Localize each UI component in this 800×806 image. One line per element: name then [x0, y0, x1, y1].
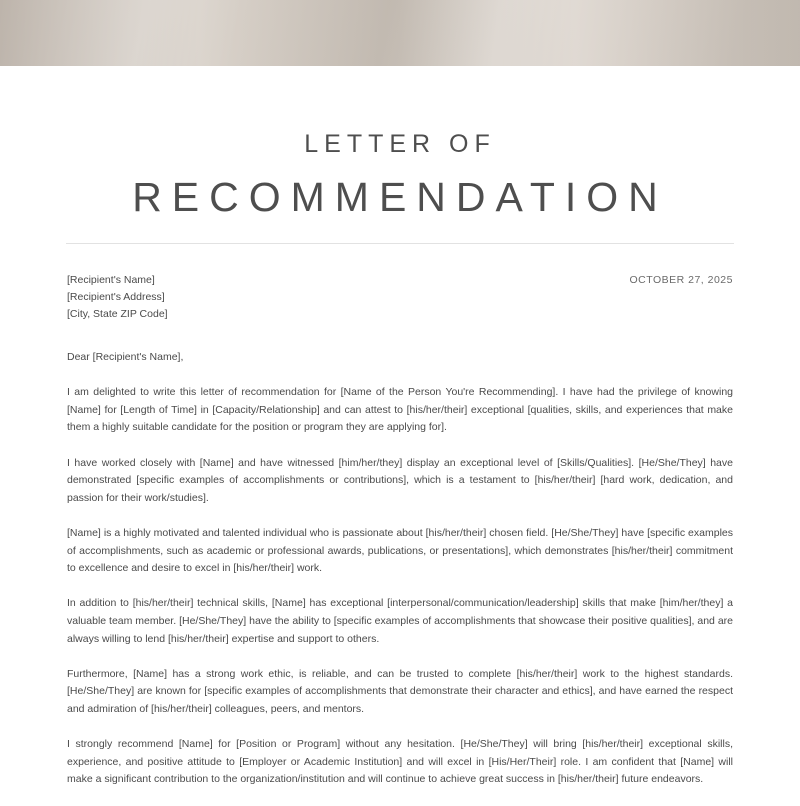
title-line-2: RECOMMENDATION	[132, 174, 668, 220]
body-paragraph-1: I am delighted to write this letter of recommendation for [Name of the Person You're Recommending]. I have had the privilege of knowing [Name] for [Length of Time] in [Capacity/Relationship] and can attest to [his/her/their] exceptional [qualities, skills, and experiences that make them a highly suitable candidate for the position or program they are applying for].	[67, 386, 733, 434]
letter-date: OCTOBER 27, 2025	[629, 274, 733, 286]
recipient-name: [Recipient's Name]	[67, 274, 155, 286]
salutation: Dear [Recipient's Name],	[67, 351, 184, 363]
recipient-city-state-zip: [City, State ZIP Code]	[67, 308, 168, 320]
title-line-1: LETTER OF	[304, 130, 496, 158]
recipient-address: [Recipient's Address]	[67, 291, 165, 303]
letter-body	[67, 349, 733, 806]
body-paragraph-5: Furthermore, [Name] has a strong work ethic, is reliable, and can be trusted to complete [his/her/their] work to the highest standards. [He/She/They] are known for [specific examples of accomplishments that demonstrate their character and ethics], and have earned the respect and admiration of [his/her/their] colleagues, peers, and mentors.	[67, 667, 733, 715]
recipient-block	[67, 272, 168, 323]
title-divider	[66, 243, 734, 244]
header-texture-band	[0, 0, 800, 66]
body-paragraph-6: I strongly recommend [Name] for [Position or Program] without any hesitation. [He/She/They] will bring [his/her/their] exceptional skills, experience, and positive attitude to [Employer or Academic Institution] and will excel in [His/Her/Their] role. I am confident that [Name] will make a significant contribution to the organization/institution and will continue to achieve great success in [his/her/their] future endeavors.	[67, 738, 733, 786]
body-paragraph-2: I have worked closely with [Name] and have witnessed [him/her/they] display an exceptional level of [Skills/Qualities]. [He/She/They] have demonstrated [specific examples of accomplishments or contributions], which is a testament to [his/her/their] [hard work, dedication, and passion for their work/studies].	[67, 456, 733, 504]
body-paragraph-4: In addition to [his/her/their] technical skills, [Name] has exceptional [interpersonal/communication/leadership] skills that make [him/her/they] a valuable team member. [He/She/They] have the ability to [specific examples of accomplishments that showcase their positive qualities], and are always willing to lend [his/her/their] expertise and support to others.	[67, 597, 733, 645]
body-paragraph-3: [Name] is a highly motivated and talented individual who is passionate about [his/her/their] chosen field. [He/She/They] have [specific examples of accomplishments, such as academic or professional awards, publications, or presentations], which demonstrates [his/her/their] commitment to excellence and desire to excel in [his/her/their] work.	[67, 526, 733, 575]
